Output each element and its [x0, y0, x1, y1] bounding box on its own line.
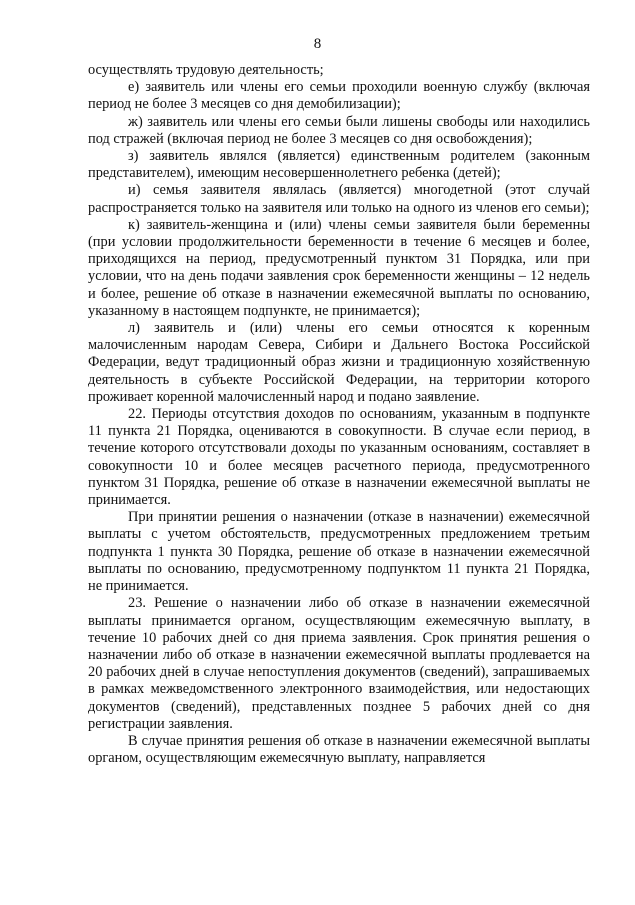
paragraph-item-e: е) заявитель или члены его семьи проходили военную службу (включая период не более 3 месяцев со дня демобилизации); — [88, 79, 590, 113]
paragraph-item-zh: ж) заявитель или члены его семьи были лишены свободы или находились под стражей (включая период не более 3 месяцев со дня освобождения); — [88, 113, 590, 147]
paragraph-section-23: 23. Решение о назначении либо об отказе в назначении ежемесячной выплаты принимается органом, осуществляющим ежемесячную выплату, в течение 10 рабочих дней со дня приема заявления. Срок принятия решения о назначении либо об отказе в назначении ежемесячной выплаты продлевается на 20 рабочих дней в случае непоступления документов (сведений), запрашиваемых в рамках межведомственного электронного взаимодействия, или недостающих документов (сведений), представленных позднее 5 рабочих дней со дня регистрации заявления. — [88, 595, 590, 732]
page-number: 8 — [313, 36, 322, 52]
paragraph-item-l: л) заявитель и (или) члены его семьи относятся к коренным малочисленным народам Севера, Сибири и Дальнего Востока Российской Федерации, ведут традиционный образ жизни и традиционную хозяйственную деятельность в субъекте Российской Федерации, на территории которого проживает коренной малочисленный народ и подано заявление. — [88, 320, 590, 405]
paragraph-item-k: к) заявитель-женщина и (или) члены семьи заявителя были беременны (при условии продолжительности беременности в течение 6 месяцев и более, приходящихся на период, предусмотренный пунктом 31 Порядка, или при условии, что на день подачи заявления срок беременности женщины – 12 недель и более, решение об отказе в назначении ежемесячной выплаты по основанию, указанному в настоящем подпункте, не принимается); — [88, 216, 590, 319]
paragraph-section-22: 22. Периоды отсутствия доходов по основаниям, указанным в подпункте 11 пункта 21 Порядка, оцениваются в совокупности. В случае если период, в течение которого отсутствовали доходы по указанным основаниям, составляет в совокупности 10 и более месяцев расчетного периода, предусмотренного пунктом 31 Порядка, решение об отказе в назначении ежемесячной выплаты не принимается. — [88, 406, 590, 509]
paragraph-continuation: осуществлять трудовую деятельность; — [88, 62, 324, 78]
document-body — [88, 62, 590, 767]
paragraph-item-i: и) семья заявителя являлась (является) многодетной (этот случай распространяется только на заявителя или только на одного из членов его семьи); — [88, 182, 590, 216]
paragraph-section-23-part-2: В случае принятия решения об отказе в назначении ежемесячной выплаты органом, осуществляющим ежемесячную выплату, направляется — [88, 732, 590, 767]
paragraph-item-z: з) заявитель являлся (является) единственным родителем (законным представителем), имеющим несовершеннолетнего ребенка (детей); — [88, 148, 590, 182]
paragraph-section-22-part-2: При принятии решения о назначении (отказе в назначении) ежемесячной выплаты с учетом обстоятельств, предусмотренных предложением третьим подпункта 1 пункта 30 Порядка, решение об отказе в назначении ежемесячной выплаты по основанию, предусмотренному подпунктом 11 пункта 21 Порядка, не принимается. — [88, 509, 590, 595]
